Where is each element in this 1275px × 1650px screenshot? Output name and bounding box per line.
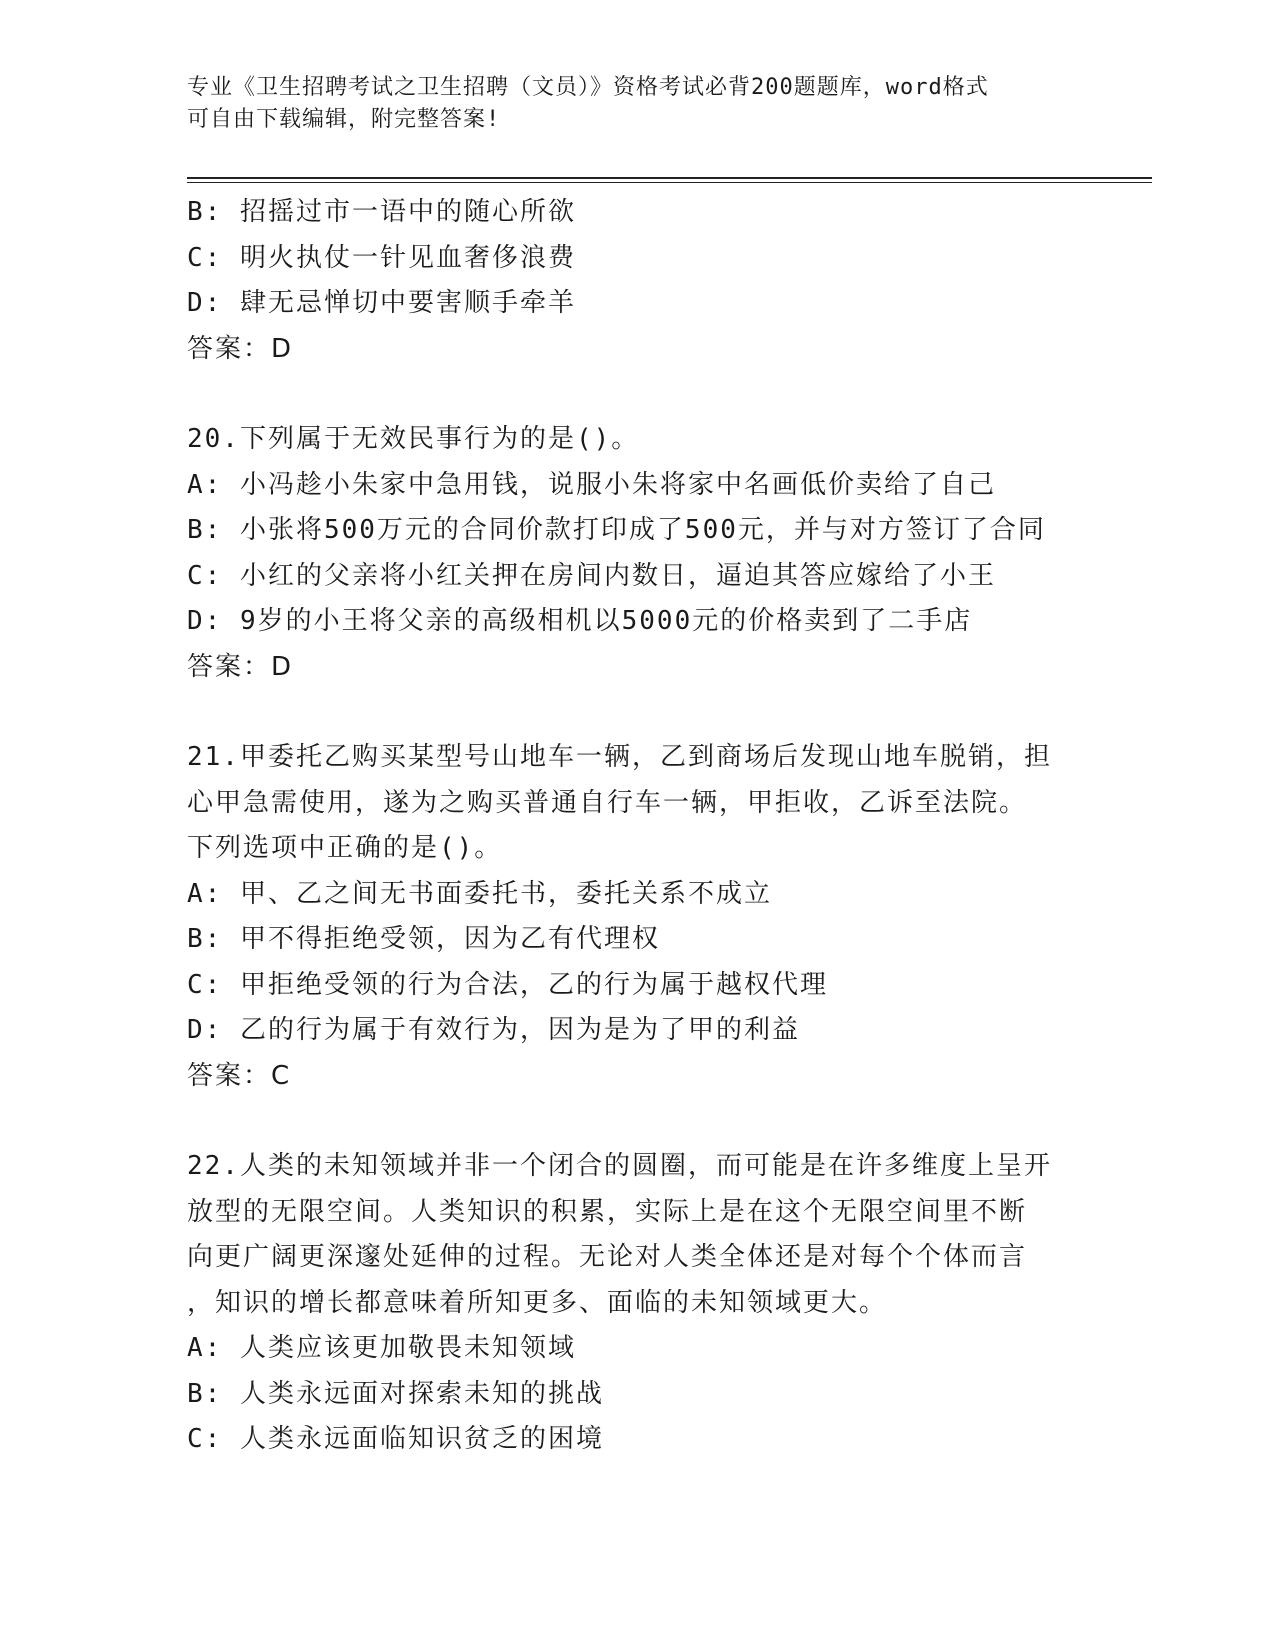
option-b: B: 招摇过市一语中的随心所欲	[187, 197, 576, 227]
question-stem-line-1: 21.甲委托乙购买某型号山地车一辆，乙到商场后发现山地车脱销，担	[187, 742, 1052, 772]
question-20	[187, 417, 1087, 690]
option-d: D: 9岁的小王将父亲的高级相机以5000元的价格卖到了二手店	[187, 606, 973, 636]
answer-line: 答案：D	[187, 333, 294, 364]
option-b: B: 小张将500万元的合同价款打印成了500元，并与对方签订了合同	[187, 515, 1046, 545]
document-header	[187, 72, 1087, 136]
option-a: A: 人类应该更加敬畏未知领域	[187, 1333, 576, 1363]
option-b: B: 人类永远面对探索未知的挑战	[187, 1378, 604, 1409]
option-a: A: 甲、乙之间无书面委托书，委托关系不成立	[187, 878, 772, 909]
option-d: D: 乙的行为属于有效行为，因为是为了甲的利益	[187, 1015, 800, 1045]
question-list	[187, 190, 1087, 1463]
answer-line: 答案：C	[187, 1060, 292, 1091]
question-spacer	[187, 690, 1087, 735]
option-c: C: 小红的父亲将小红关押在房间内数日，逼迫其答应嫁给了小王	[187, 560, 996, 591]
question-stem-line-3: 向更广阔更深邃处延伸的过程。无论对人类全体还是对每个个体而言	[187, 1242, 1028, 1272]
question-spacer	[187, 372, 1087, 417]
question-stem-line-3: 下列选项中正确的是()。	[187, 833, 503, 863]
question-stem-line-2: 放型的无限空间。人类知识的积累，实际上是在这个无限空间里不断	[187, 1196, 1028, 1227]
option-b: B: 甲不得拒绝受领，因为乙有代理权	[187, 924, 660, 954]
option-c: C: 甲拒绝受领的行为合法，乙的行为属于越权代理	[187, 969, 828, 1000]
header-title-line-2: 可自由下载编辑，附完整答案!	[187, 107, 501, 132]
question-stem-line-2: 心甲急需使用，遂为之购买普通自行车一辆，甲拒收，乙诉至法院。	[187, 787, 1028, 818]
option-d: D: 肆无忌惮切中要害顺手牵羊	[187, 288, 576, 318]
question-stem: 20.下列属于无效民事行为的是()。	[187, 424, 640, 454]
header-divider-thin	[187, 182, 1152, 183]
question-stem-line-4: ，知识的增长都意味着所知更多、面临的未知领域更大。	[187, 1287, 888, 1318]
question-22	[187, 1144, 1087, 1463]
answer-line: 答案：D	[187, 651, 294, 682]
option-c: C: 明火执仗一针见血奢侈浪费	[187, 242, 576, 273]
question-stem-line-1: 22.人类的未知领域并非一个闭合的圆圈，而可能是在许多维度上呈开	[187, 1151, 1052, 1181]
option-a: A: 小冯趁小朱家中急用钱，说服小朱将家中名画低价卖给了自己	[187, 469, 996, 500]
question-19-continued	[187, 190, 1087, 372]
question-21	[187, 735, 1087, 1099]
option-c: C: 人类永远面临知识贫乏的困境	[187, 1424, 604, 1454]
header-title-line-1: 专业《卫生招聘考试之卫生招聘（文员）》资格考试必背200题题库，word格式	[187, 75, 989, 100]
header-divider-thick	[187, 177, 1152, 179]
question-spacer	[187, 1099, 1087, 1144]
